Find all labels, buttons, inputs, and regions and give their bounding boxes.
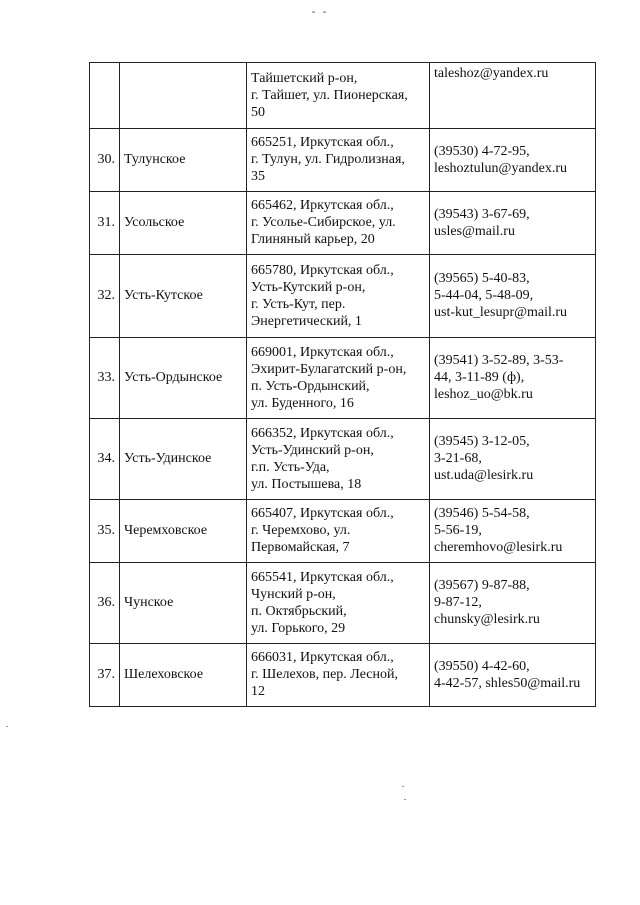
contacts-cell: (39530) 4-72-95, leshoztulun@yandex.ru (430, 129, 596, 192)
contacts-cell: (39550) 4-42-60, 4-42-57, shles50@mail.ru (430, 644, 596, 707)
address-cell: 665780, Иркутская обл., Усть-Кутский р-он, г. Усть-Кут, пер. Энергетический, 1 (247, 255, 430, 338)
address-cell: 665251, Иркутская обл., г. Тулун, ул. Гидролизная, 35 (247, 129, 430, 192)
contacts-cell: (39565) 5-40-83, 5-44-04, 5-48-09, ust-kut_lesupr@mail.ru (430, 255, 596, 338)
table-row (90, 338, 596, 419)
row-number-cell: 35. (90, 500, 120, 563)
table-row (90, 255, 596, 338)
row-number-cell: 30. (90, 129, 120, 192)
forestry-name-cell: Чунское (120, 563, 247, 644)
row-number-cell: 34. (90, 419, 120, 500)
forestry-name-cell: Шелеховское (120, 644, 247, 707)
scan-speck (402, 786, 404, 787)
contacts-cell: (39541) 3-52-89, 3-53- 44, 3-11-89 (ф), leshoz_uo@bk.ru (430, 338, 596, 419)
forestry-name-cell: Тулунское (120, 129, 247, 192)
row-number-cell: 37. (90, 644, 120, 707)
forestry-name-cell: Усть-Кутское (120, 255, 247, 338)
table-row (90, 129, 596, 192)
scan-speck (404, 799, 406, 800)
forestry-name-cell: Усть-Ордынское (120, 338, 247, 419)
address-cell: Тайшетский р-он, г. Тайшет, ул. Пионерская, 50 (247, 63, 430, 129)
address-cell: 669001, Иркутская обл., Эхирит-Булагатский р-он, п. Усть-Ордынский, ул. Буденного, 16 (247, 338, 430, 419)
table-row (90, 419, 596, 500)
address-cell: 665541, Иркутская обл., Чунский р-он, п. Октябрьский, ул. Горького, 29 (247, 563, 430, 644)
scan-speck (6, 726, 8, 727)
table-row-continuation (90, 63, 596, 129)
row-number-cell: 33. (90, 338, 120, 419)
address-cell: 665407, Иркутская обл., г. Черемхово, ул. Первомайская, 7 (247, 500, 430, 563)
table-row (90, 192, 596, 255)
row-number-cell: 36. (90, 563, 120, 644)
row-number-cell: 32. (90, 255, 120, 338)
forestry-name-cell (120, 63, 247, 129)
forestry-name-cell: Черемховское (120, 500, 247, 563)
address-cell: 666031, Иркутская обл., г. Шелехов, пер. Лесной, 12 (247, 644, 430, 707)
contacts-cell: (39543) 3-67-69, usles@mail.ru (430, 192, 596, 255)
forestry-name-cell: Усть-Удинское (120, 419, 247, 500)
table-body (90, 63, 596, 707)
contacts-cell: (39567) 9-87-88, 9-87-12, chunsky@lesirk.ru (430, 563, 596, 644)
address-cell: 666352, Иркутская обл., Усть-Удинский р-он, г.п. Усть-Уда, ул. Постышева, 18 (247, 419, 430, 500)
forestry-contacts-table (89, 62, 596, 707)
contacts-cell: (39546) 5-54-58, 5-56-19, cheremhovo@lesirk.ru (430, 500, 596, 563)
table-row (90, 644, 596, 707)
table-row (90, 500, 596, 563)
page-mark: - - (311, 4, 329, 18)
row-number-cell (90, 63, 120, 129)
row-number-cell: 31. (90, 192, 120, 255)
contacts-cell: taleshoz@yandex.ru (430, 63, 596, 129)
forestry-name-cell: Усольское (120, 192, 247, 255)
contacts-cell: (39545) 3-12-05, 3-21-68, ust.uda@lesirk.ru (430, 419, 596, 500)
address-cell: 665462, Иркутская обл., г. Усолье-Сибирское, ул. Глиняный карьер, 20 (247, 192, 430, 255)
table-row (90, 563, 596, 644)
